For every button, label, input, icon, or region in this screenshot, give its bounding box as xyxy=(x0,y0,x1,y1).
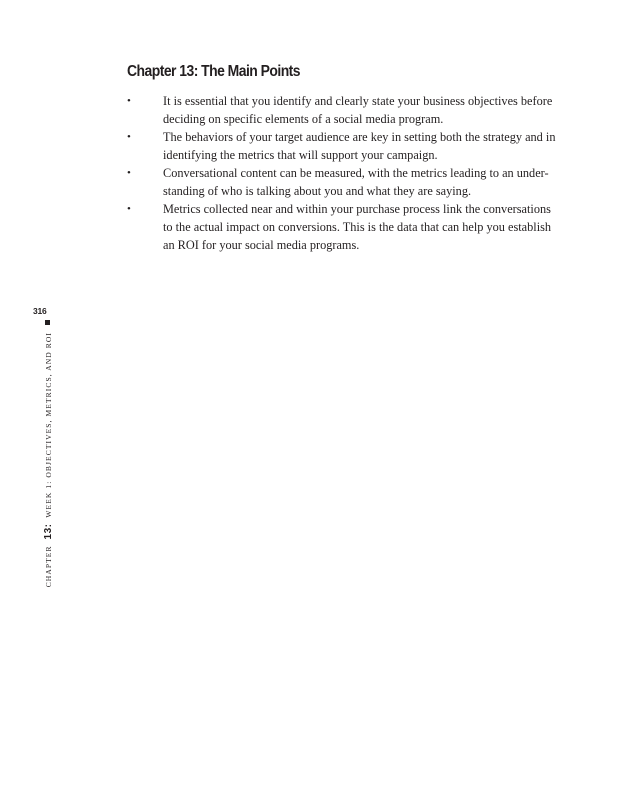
bullet-icon: • xyxy=(127,95,131,107)
text-line: It is essential that you identify and clearly state your business objectives before xyxy=(163,94,553,108)
text-line: Metrics collected near and within your purchase process link the conversations xyxy=(163,202,551,216)
text-line: deciding on specific elements of a social media program. xyxy=(163,112,444,126)
point-text xyxy=(163,128,577,164)
bullet-icon: • xyxy=(127,203,131,215)
text-line: The behaviors of your target audience are key in setting both the strategy and in xyxy=(163,130,556,144)
black-square-icon xyxy=(45,320,50,325)
main-points-list xyxy=(127,92,577,254)
running-head xyxy=(44,320,54,591)
point-text xyxy=(163,92,577,128)
point-text xyxy=(163,164,577,200)
section-heading: Chapter 13: The Main Points xyxy=(127,63,300,80)
list-item xyxy=(127,200,577,254)
text-line: Conversational content can be measured, with the metrics leading to an under- xyxy=(163,166,549,180)
chapter-title: WEEK 1: OBJECTIVES, METRICS, AND ROI xyxy=(44,331,53,518)
list-item xyxy=(127,128,577,164)
text-line: an ROI for your social media programs. xyxy=(163,238,360,252)
list-item xyxy=(127,164,577,200)
bullet-icon: • xyxy=(127,131,131,143)
list-item xyxy=(127,92,577,128)
point-text xyxy=(163,200,577,254)
page-number: 316 xyxy=(33,306,47,316)
text-line: to the actual impact on conversions. This is the data that can help you establish xyxy=(163,220,552,234)
chapter-number: 13: xyxy=(43,523,54,540)
bullet-icon: • xyxy=(127,167,131,179)
text-line: standing of who is talking about you and what they are saying. xyxy=(163,184,472,198)
chapter-word: CHAPTER xyxy=(44,545,53,588)
text-line: identifying the metrics that will support your campaign. xyxy=(163,148,438,162)
